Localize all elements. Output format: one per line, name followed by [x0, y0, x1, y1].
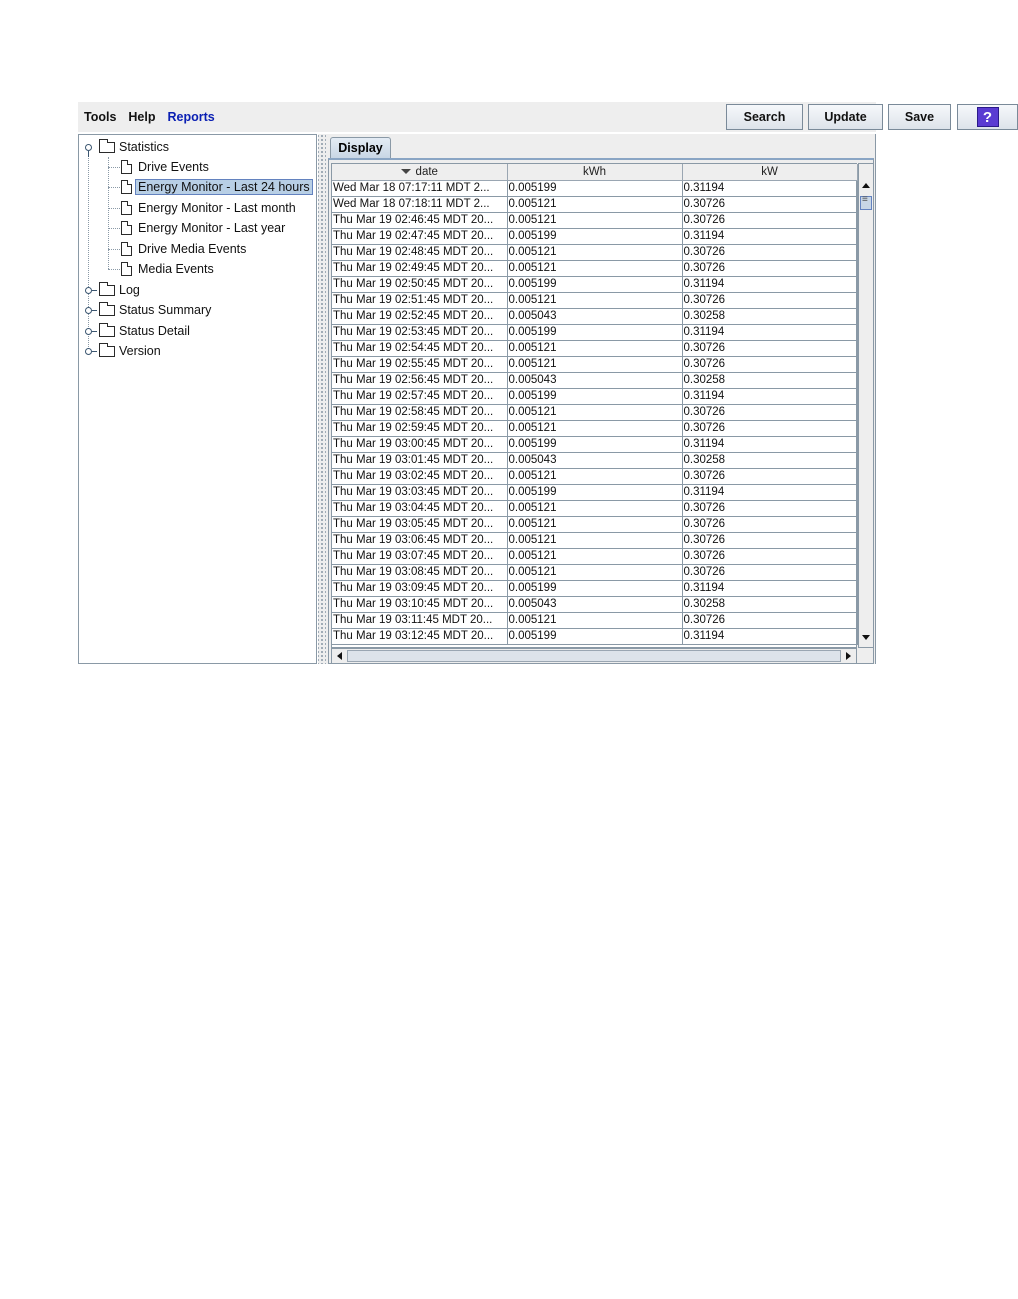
- document-icon: [121, 221, 132, 235]
- tree-node-label: Status Summary: [119, 303, 212, 317]
- table-cell: 0.30726: [682, 549, 857, 565]
- menu-bar: [78, 102, 225, 132]
- document-icon: [121, 160, 132, 174]
- table-row[interactable]: [332, 613, 857, 629]
- scroll-right-icon[interactable]: [846, 652, 851, 660]
- table-row[interactable]: [332, 565, 857, 581]
- tree-node-label: Energy Monitor - Last 24 hours: [135, 179, 313, 195]
- table-cell: Thu Mar 19 03:06:45 MDT 20...: [332, 533, 507, 549]
- column-header-date[interactable]: [332, 164, 507, 181]
- table-cell: Thu Mar 19 03:03:45 MDT 20...: [332, 485, 507, 501]
- help-icon: ?: [977, 107, 999, 127]
- table-cell: 0.30726: [682, 197, 857, 213]
- table-cell: 0.005121: [507, 469, 682, 485]
- tree-node-energy-24h[interactable]: [121, 177, 313, 197]
- table-row[interactable]: [332, 485, 857, 501]
- table-cell: Thu Mar 19 03:11:45 MDT 20...: [332, 613, 507, 629]
- expand-toggle-icon[interactable]: [85, 327, 93, 335]
- table-row[interactable]: [332, 421, 857, 437]
- tree-node-energy-month[interactable]: [121, 198, 296, 218]
- folder-icon: [99, 326, 115, 337]
- table-cell: 0.31194: [682, 389, 857, 405]
- table-cell: Wed Mar 18 07:18:11 MDT 2...: [332, 197, 507, 213]
- tree-node-version[interactable]: [85, 341, 161, 361]
- table-cell: 0.31194: [682, 325, 857, 341]
- table-row[interactable]: [332, 437, 857, 453]
- table-cell: 0.30726: [682, 293, 857, 309]
- table-cell: Thu Mar 19 02:55:45 MDT 20...: [332, 357, 507, 373]
- table-cell: Thu Mar 19 03:04:45 MDT 20...: [332, 501, 507, 517]
- update-button[interactable]: Update: [808, 104, 883, 130]
- table-cell: 0.005121: [507, 549, 682, 565]
- table-cell: Thu Mar 19 02:48:45 MDT 20...: [332, 245, 507, 261]
- split-pane-divider[interactable]: [318, 134, 326, 664]
- tree-node-label: Status Detail: [119, 324, 190, 338]
- table-row[interactable]: [332, 453, 857, 469]
- tree-node-media-events[interactable]: [121, 259, 214, 279]
- scroll-left-icon[interactable]: [337, 652, 342, 660]
- table-cell: Thu Mar 19 02:57:45 MDT 20...: [332, 389, 507, 405]
- table-cell: 0.005121: [507, 357, 682, 373]
- menu-help[interactable]: Help: [128, 110, 156, 124]
- table-cell: 0.005121: [507, 517, 682, 533]
- table-cell: 0.005121: [507, 533, 682, 549]
- table-cell: 0.30726: [682, 341, 857, 357]
- folder-icon: [99, 305, 115, 316]
- table-cell: Thu Mar 19 02:49:45 MDT 20...: [332, 261, 507, 277]
- table-cell: 0.31194: [682, 229, 857, 245]
- table-row[interactable]: [332, 517, 857, 533]
- table-cell: 0.005043: [507, 453, 682, 469]
- table-cell: 0.005199: [507, 277, 682, 293]
- document-icon: [121, 201, 132, 215]
- save-button[interactable]: Save: [888, 104, 951, 130]
- table-cell: Thu Mar 19 02:46:45 MDT 20...: [332, 213, 507, 229]
- document-icon: [121, 180, 132, 194]
- table-cell: 0.31194: [682, 437, 857, 453]
- folder-icon: [99, 346, 115, 357]
- table-cell: 0.005121: [507, 421, 682, 437]
- table-cell: 0.005121: [507, 261, 682, 277]
- document-icon: [121, 262, 132, 276]
- tab-content: [328, 158, 874, 664]
- table-cell: 0.30726: [682, 213, 857, 229]
- scroll-thumb[interactable]: [860, 196, 872, 210]
- table-row[interactable]: [332, 309, 857, 325]
- folder-icon: [99, 285, 115, 296]
- table-cell: 0.30726: [682, 357, 857, 373]
- table-row[interactable]: [332, 549, 857, 565]
- table-row[interactable]: [332, 597, 857, 613]
- table-row[interactable]: [332, 469, 857, 485]
- table-cell: 0.30726: [682, 261, 857, 277]
- table-cell: 0.005121: [507, 197, 682, 213]
- scroll-thumb[interactable]: [347, 650, 841, 662]
- tree-node-label: Media Events: [138, 262, 214, 276]
- tree-node-status-summary[interactable]: [85, 300, 211, 320]
- tree-connector: [108, 228, 120, 229]
- table-cell: 0.005199: [507, 325, 682, 341]
- table-body: [332, 181, 857, 645]
- table-cell: 0.005121: [507, 613, 682, 629]
- table-row[interactable]: [332, 277, 857, 293]
- table-cell: Thu Mar 19 02:52:45 MDT 20...: [332, 309, 507, 325]
- table-row[interactable]: [332, 325, 857, 341]
- table-cell: Thu Mar 19 03:01:45 MDT 20...: [332, 453, 507, 469]
- table-cell: 0.30726: [682, 245, 857, 261]
- horizontal-scrollbar[interactable]: [331, 648, 857, 664]
- table-cell: 0.30726: [682, 613, 857, 629]
- tree-node-label: Version: [119, 344, 161, 358]
- table-row[interactable]: [332, 389, 857, 405]
- table-cell: 0.30258: [682, 453, 857, 469]
- table-cell: Thu Mar 19 02:47:45 MDT 20...: [332, 229, 507, 245]
- table-header-row: [332, 164, 857, 181]
- expand-toggle-icon[interactable]: [85, 306, 93, 314]
- tree-node-label: Log: [119, 283, 140, 297]
- table-cell: 0.005043: [507, 309, 682, 325]
- table-cell: Thu Mar 19 02:58:45 MDT 20...: [332, 405, 507, 421]
- document-icon: [121, 242, 132, 256]
- table-cell: Thu Mar 19 03:10:45 MDT 20...: [332, 597, 507, 613]
- table-cell: 0.005121: [507, 565, 682, 581]
- table-cell: Thu Mar 19 02:51:45 MDT 20...: [332, 293, 507, 309]
- tree-node-energy-year[interactable]: [121, 218, 285, 238]
- column-header-kwh[interactable]: kWh: [507, 164, 682, 181]
- table-row[interactable]: [332, 293, 857, 309]
- table-row[interactable]: [332, 501, 857, 517]
- tree-node-drive-events[interactable]: [121, 157, 209, 177]
- table-cell: 0.005121: [507, 293, 682, 309]
- table-cell: 0.31194: [682, 485, 857, 501]
- table-cell: Thu Mar 19 03:02:45 MDT 20...: [332, 469, 507, 485]
- table-row[interactable]: [332, 261, 857, 277]
- table-cell: Thu Mar 19 03:07:45 MDT 20...: [332, 549, 507, 565]
- table-cell: Thu Mar 19 03:12:45 MDT 20...: [332, 629, 507, 645]
- table-cell: 0.005199: [507, 437, 682, 453]
- tree-node-statistics[interactable]: [85, 137, 169, 157]
- menu-reports[interactable]: Reports: [167, 110, 215, 124]
- table-cell: 0.005121: [507, 245, 682, 261]
- table-row[interactable]: [332, 629, 857, 645]
- table-cell: 0.005199: [507, 485, 682, 501]
- tree-node-label: Drive Media Events: [138, 242, 247, 256]
- table-cell: 0.30726: [682, 405, 857, 421]
- tree-connector: [108, 167, 120, 168]
- table-cell: 0.005121: [507, 501, 682, 517]
- table-row[interactable]: [332, 533, 857, 549]
- table-cell: 0.005043: [507, 597, 682, 613]
- content-panel: [326, 134, 876, 664]
- table-cell: Thu Mar 19 03:00:45 MDT 20...: [332, 437, 507, 453]
- table-cell: 0.30258: [682, 309, 857, 325]
- table-cell: 0.005199: [507, 389, 682, 405]
- table-cell: 0.31194: [682, 629, 857, 645]
- table-row[interactable]: [332, 405, 857, 421]
- table-cell: 0.005199: [507, 629, 682, 645]
- column-header-label: date: [415, 166, 438, 178]
- table-cell: Thu Mar 19 03:08:45 MDT 20...: [332, 565, 507, 581]
- table-cell: 0.30726: [682, 501, 857, 517]
- table-cell: Wed Mar 18 07:17:11 MDT 2...: [332, 181, 507, 197]
- table-row[interactable]: [332, 581, 857, 597]
- table-row[interactable]: [332, 181, 857, 197]
- table-cell: Thu Mar 19 02:59:45 MDT 20...: [332, 421, 507, 437]
- table-row[interactable]: [332, 373, 857, 389]
- search-button[interactable]: Search: [726, 104, 803, 130]
- table-cell: 0.005199: [507, 181, 682, 197]
- collapse-toggle-icon[interactable]: [85, 143, 93, 151]
- sort-descending-icon: [401, 169, 411, 174]
- table-cell: 0.005121: [507, 341, 682, 357]
- table-cell: 0.30726: [682, 421, 857, 437]
- table-cell: Thu Mar 19 03:09:45 MDT 20...: [332, 581, 507, 597]
- table-cell: 0.30726: [682, 565, 857, 581]
- table-cell: 0.005121: [507, 213, 682, 229]
- tree-connector: [108, 157, 109, 269]
- table-cell: 0.30726: [682, 517, 857, 533]
- tree-connector: [108, 208, 120, 209]
- table-cell: 0.30726: [682, 469, 857, 485]
- tab-display[interactable]: Display: [330, 137, 391, 158]
- column-header-kw[interactable]: kW: [682, 164, 857, 181]
- tree-connector: [108, 269, 120, 270]
- scroll-up-icon[interactable]: [862, 183, 870, 188]
- table-cell: Thu Mar 19 03:05:45 MDT 20...: [332, 517, 507, 533]
- menu-tools[interactable]: Tools: [84, 110, 117, 124]
- table-cell: 0.31194: [682, 277, 857, 293]
- tree-node-label: Energy Monitor - Last month: [138, 201, 296, 215]
- table-cell: 0.31194: [682, 581, 857, 597]
- tree-connector: [108, 249, 120, 250]
- table-cell: Thu Mar 19 02:54:45 MDT 20...: [332, 341, 507, 357]
- table-row[interactable]: [332, 245, 857, 261]
- table-cell: 0.31194: [682, 181, 857, 197]
- table-row[interactable]: [332, 357, 857, 373]
- vertical-scrollbar[interactable]: [858, 163, 874, 648]
- tree-node-status-detail[interactable]: [85, 321, 190, 341]
- folder-icon: [99, 142, 115, 153]
- table-cell: 0.005199: [507, 229, 682, 245]
- table-cell: 0.005121: [507, 405, 682, 421]
- navigation-tree: [78, 134, 317, 664]
- toolbar: [225, 102, 993, 132]
- table-cell: 0.005043: [507, 373, 682, 389]
- table-cell: 0.30258: [682, 597, 857, 613]
- table-cell: 0.30258: [682, 373, 857, 389]
- table-row[interactable]: [332, 341, 857, 357]
- table-row[interactable]: [332, 197, 857, 213]
- tree-node-label: Statistics: [119, 140, 170, 154]
- tree-connector: [108, 187, 120, 188]
- table-cell: 0.005199: [507, 581, 682, 597]
- table-cell: 0.30726: [682, 533, 857, 549]
- scroll-down-icon[interactable]: [862, 635, 870, 640]
- table-row[interactable]: [332, 229, 857, 245]
- app-window: [78, 102, 993, 664]
- expand-toggle-icon[interactable]: [85, 347, 93, 355]
- help-button[interactable]: [957, 104, 1018, 130]
- table-cell: Thu Mar 19 02:56:45 MDT 20...: [332, 373, 507, 389]
- tree-node-label: Energy Monitor - Last year: [138, 221, 286, 235]
- table-cell: Thu Mar 19 02:53:45 MDT 20...: [332, 325, 507, 341]
- expand-toggle-icon[interactable]: [85, 286, 93, 294]
- tree-node-drive-media-events[interactable]: [121, 239, 246, 259]
- tree-node-log[interactable]: [85, 280, 140, 300]
- table-cell: Thu Mar 19 02:50:45 MDT 20...: [332, 277, 507, 293]
- tree-node-label: Drive Events: [138, 160, 209, 174]
- data-table: [331, 163, 857, 648]
- table-row[interactable]: [332, 213, 857, 229]
